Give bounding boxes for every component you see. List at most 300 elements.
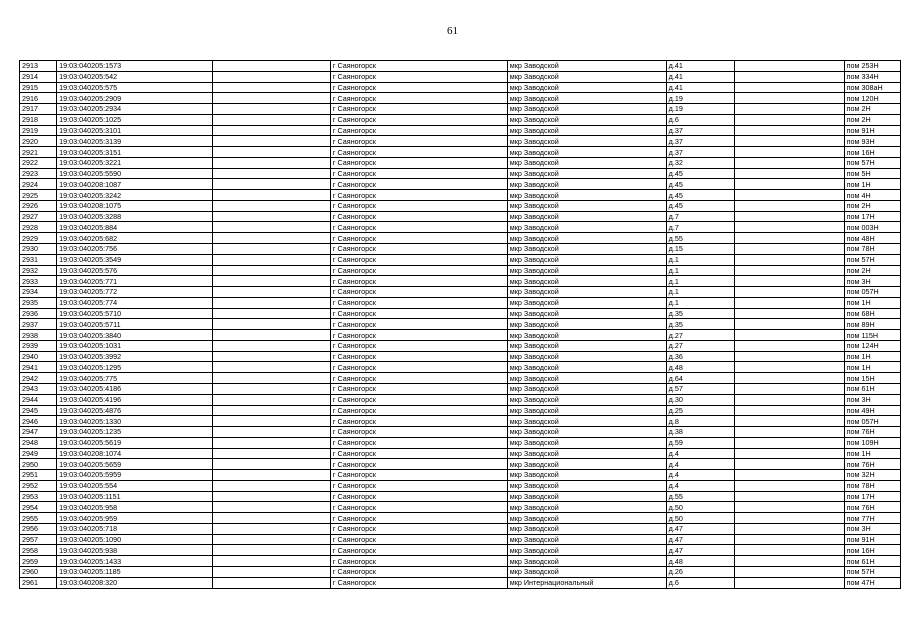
room-cell: пом 78Н xyxy=(844,244,900,255)
row-number-cell: 2951 xyxy=(20,470,57,481)
city-cell: г Саяногорск xyxy=(330,297,507,308)
blank-cell-2 xyxy=(735,502,844,513)
blank-cell xyxy=(212,244,330,255)
cadastral-number-cell: 19:03:040205:554 xyxy=(57,480,212,491)
blank-cell-2 xyxy=(735,523,844,534)
cadastral-number-cell: 19:03:040205:775 xyxy=(57,373,212,384)
building-cell: д.6 xyxy=(666,114,735,125)
building-cell: д.47 xyxy=(666,545,735,556)
room-cell: пом 4Н xyxy=(844,190,900,201)
room-cell: пом 32Н xyxy=(844,470,900,481)
district-cell: мкр Заводской xyxy=(507,200,666,211)
building-cell: д.41 xyxy=(666,82,735,93)
row-number-cell: 2944 xyxy=(20,394,57,405)
row-number-cell: 2926 xyxy=(20,200,57,211)
blank-cell-2 xyxy=(735,308,844,319)
city-cell: г Саяногорск xyxy=(330,427,507,438)
table-row xyxy=(20,416,901,427)
building-cell: д.37 xyxy=(666,147,735,158)
blank-cell xyxy=(212,513,330,524)
table-row xyxy=(20,125,901,136)
table-row xyxy=(20,448,901,459)
building-cell: д.38 xyxy=(666,427,735,438)
district-cell: мкр Заводской xyxy=(507,491,666,502)
cadastral-number-cell: 19:03:040205:3242 xyxy=(57,190,212,201)
district-cell: мкр Заводской xyxy=(507,61,666,72)
city-cell: г Саяногорск xyxy=(330,276,507,287)
room-cell: пом 61Н xyxy=(844,383,900,394)
blank-cell xyxy=(212,276,330,287)
cadastral-number-cell: 19:03:040205:2934 xyxy=(57,104,212,115)
room-cell: пом 15Н xyxy=(844,373,900,384)
cadastral-number-cell: 19:03:040205:756 xyxy=(57,244,212,255)
building-cell: д.47 xyxy=(666,534,735,545)
table-row xyxy=(20,351,901,362)
district-cell: мкр Заводской xyxy=(507,319,666,330)
row-number-cell: 2923 xyxy=(20,168,57,179)
room-cell: пом 16Н xyxy=(844,545,900,556)
building-cell: д.50 xyxy=(666,502,735,513)
blank-cell xyxy=(212,200,330,211)
building-cell: д.55 xyxy=(666,491,735,502)
blank-cell xyxy=(212,523,330,534)
blank-cell xyxy=(212,405,330,416)
building-cell: д.4 xyxy=(666,448,735,459)
blank-cell-2 xyxy=(735,222,844,233)
building-cell: д.55 xyxy=(666,233,735,244)
row-number-cell: 2947 xyxy=(20,427,57,438)
building-cell: д.1 xyxy=(666,276,735,287)
district-cell: мкр Заводской xyxy=(507,71,666,82)
cadastral-number-cell: 19:03:040205:3840 xyxy=(57,330,212,341)
room-cell: пом 48Н xyxy=(844,233,900,244)
district-cell: мкр Заводской xyxy=(507,383,666,394)
row-number-cell: 2952 xyxy=(20,480,57,491)
room-cell: пом 109Н xyxy=(844,437,900,448)
city-cell: г Саяногорск xyxy=(330,502,507,513)
district-cell: мкр Заводской xyxy=(507,244,666,255)
blank-cell-2 xyxy=(735,82,844,93)
district-cell: мкр Заводской xyxy=(507,93,666,104)
building-cell: д.26 xyxy=(666,566,735,577)
blank-cell xyxy=(212,61,330,72)
blank-cell xyxy=(212,351,330,362)
table-row xyxy=(20,523,901,534)
property-table xyxy=(19,60,901,589)
district-cell: мкр Заводской xyxy=(507,362,666,373)
row-number-cell: 2929 xyxy=(20,233,57,244)
row-number-cell: 2939 xyxy=(20,340,57,351)
blank-cell-2 xyxy=(735,470,844,481)
district-cell: мкр Заводской xyxy=(507,427,666,438)
cadastral-number-cell: 19:03:040205:682 xyxy=(57,233,212,244)
blank-cell-2 xyxy=(735,233,844,244)
city-cell: г Саяногорск xyxy=(330,157,507,168)
blank-cell xyxy=(212,362,330,373)
district-cell: мкр Заводской xyxy=(507,308,666,319)
table-row xyxy=(20,157,901,168)
cadastral-number-cell: 19:03:040205:542 xyxy=(57,71,212,82)
building-cell: д.35 xyxy=(666,319,735,330)
cadastral-number-cell: 19:03:040205:576 xyxy=(57,265,212,276)
building-cell: д.57 xyxy=(666,383,735,394)
room-cell: пом 3Н xyxy=(844,276,900,287)
blank-cell xyxy=(212,427,330,438)
table-row xyxy=(20,566,901,577)
city-cell: г Саяногорск xyxy=(330,362,507,373)
cadastral-number-cell: 19:03:040205:959 xyxy=(57,513,212,524)
building-cell: д.48 xyxy=(666,556,735,567)
blank-cell-2 xyxy=(735,211,844,222)
city-cell: г Саяногорск xyxy=(330,254,507,265)
room-cell: пом 5Н xyxy=(844,168,900,179)
table-row xyxy=(20,168,901,179)
city-cell: г Саяногорск xyxy=(330,448,507,459)
district-cell: мкр Заводской xyxy=(507,373,666,384)
blank-cell xyxy=(212,502,330,513)
cadastral-number-cell: 19:03:040205:5590 xyxy=(57,168,212,179)
blank-cell-2 xyxy=(735,351,844,362)
city-cell: г Саяногорск xyxy=(330,437,507,448)
table-row xyxy=(20,340,901,351)
blank-cell-2 xyxy=(735,297,844,308)
building-cell: д.4 xyxy=(666,470,735,481)
room-cell: пом 2Н xyxy=(844,104,900,115)
city-cell: г Саяногорск xyxy=(330,373,507,384)
district-cell: мкр Заводской xyxy=(507,470,666,481)
table-row xyxy=(20,394,901,405)
blank-cell xyxy=(212,265,330,276)
room-cell: пом 78Н xyxy=(844,480,900,491)
blank-cell xyxy=(212,157,330,168)
blank-cell xyxy=(212,114,330,125)
blank-cell xyxy=(212,125,330,136)
building-cell: д.15 xyxy=(666,244,735,255)
blank-cell-2 xyxy=(735,265,844,276)
blank-cell-2 xyxy=(735,319,844,330)
blank-cell xyxy=(212,470,330,481)
district-cell: мкр Заводской xyxy=(507,556,666,567)
blank-cell xyxy=(212,577,330,588)
cadastral-number-cell: 19:03:040205:771 xyxy=(57,276,212,287)
city-cell: г Саяногорск xyxy=(330,545,507,556)
row-number-cell: 2948 xyxy=(20,437,57,448)
city-cell: г Саяногорск xyxy=(330,534,507,545)
district-cell: мкр Заводской xyxy=(507,222,666,233)
room-cell: пом 76Н xyxy=(844,459,900,470)
room-cell: пом 1Н xyxy=(844,448,900,459)
cadastral-number-cell: 19:03:040205:938 xyxy=(57,545,212,556)
table-row xyxy=(20,265,901,276)
blank-cell xyxy=(212,287,330,298)
table-row xyxy=(20,71,901,82)
city-cell: г Саяногорск xyxy=(330,287,507,298)
cadastral-number-cell: 19:03:040205:1151 xyxy=(57,491,212,502)
table-row xyxy=(20,61,901,72)
cadastral-number-cell: 19:03:040205:884 xyxy=(57,222,212,233)
city-cell: г Саяногорск xyxy=(330,104,507,115)
row-number-cell: 2936 xyxy=(20,308,57,319)
table-row xyxy=(20,534,901,545)
district-cell: мкр Заводской xyxy=(507,114,666,125)
room-cell: пом 61Н xyxy=(844,556,900,567)
table-row xyxy=(20,244,901,255)
cadastral-number-cell: 19:03:040208:320 xyxy=(57,577,212,588)
cadastral-number-cell: 19:03:040205:575 xyxy=(57,82,212,93)
table-row xyxy=(20,222,901,233)
table-row xyxy=(20,211,901,222)
city-cell: г Саяногорск xyxy=(330,416,507,427)
blank-cell xyxy=(212,222,330,233)
blank-cell xyxy=(212,190,330,201)
cadastral-number-cell: 19:03:040205:1573 xyxy=(57,61,212,72)
city-cell: г Саяногорск xyxy=(330,125,507,136)
blank-cell xyxy=(212,93,330,104)
district-cell: мкр Заводской xyxy=(507,190,666,201)
blank-cell-2 xyxy=(735,61,844,72)
row-number-cell: 2916 xyxy=(20,93,57,104)
cadastral-number-cell: 19:03:040205:5959 xyxy=(57,470,212,481)
cadastral-number-cell: 19:03:040205:1090 xyxy=(57,534,212,545)
blank-cell-2 xyxy=(735,168,844,179)
blank-cell xyxy=(212,308,330,319)
cadastral-number-cell: 19:03:040205:772 xyxy=(57,287,212,298)
district-cell: мкр Заводской xyxy=(507,437,666,448)
table-row xyxy=(20,362,901,373)
row-number-cell: 2958 xyxy=(20,545,57,556)
building-cell: д.37 xyxy=(666,125,735,136)
table-row xyxy=(20,373,901,384)
blank-cell xyxy=(212,179,330,190)
district-cell: мкр Заводской xyxy=(507,534,666,545)
blank-cell-2 xyxy=(735,244,844,255)
blank-cell-2 xyxy=(735,534,844,545)
building-cell: д.41 xyxy=(666,71,735,82)
table-row xyxy=(20,147,901,158)
row-number-cell: 2933 xyxy=(20,276,57,287)
blank-cell xyxy=(212,136,330,147)
blank-cell-2 xyxy=(735,179,844,190)
cadastral-number-cell: 19:03:040205:5619 xyxy=(57,437,212,448)
room-cell: пом 91Н xyxy=(844,534,900,545)
room-cell: пом 3Н xyxy=(844,394,900,405)
blank-cell-2 xyxy=(735,491,844,502)
row-number-cell: 2941 xyxy=(20,362,57,373)
room-cell: пом 1Н xyxy=(844,362,900,373)
table-row xyxy=(20,577,901,588)
table-row xyxy=(20,104,901,115)
room-cell: пом 57Н xyxy=(844,157,900,168)
cadastral-number-cell: 19:03:040205:3288 xyxy=(57,211,212,222)
blank-cell xyxy=(212,556,330,567)
district-cell: мкр Заводской xyxy=(507,545,666,556)
table-row xyxy=(20,82,901,93)
table-row xyxy=(20,437,901,448)
row-number-cell: 2927 xyxy=(20,211,57,222)
table-row xyxy=(20,470,901,481)
city-cell: г Саяногорск xyxy=(330,82,507,93)
table-row xyxy=(20,297,901,308)
building-cell: д.7 xyxy=(666,211,735,222)
building-cell: д.6 xyxy=(666,577,735,588)
district-cell: мкр Заводской xyxy=(507,179,666,190)
blank-cell-2 xyxy=(735,383,844,394)
building-cell: д.1 xyxy=(666,297,735,308)
room-cell: пом 120Н xyxy=(844,93,900,104)
table-row xyxy=(20,136,901,147)
blank-cell xyxy=(212,104,330,115)
building-cell: д.59 xyxy=(666,437,735,448)
blank-cell xyxy=(212,330,330,341)
room-cell: пом 057Н xyxy=(844,416,900,427)
district-cell: мкр Заводской xyxy=(507,448,666,459)
blank-cell xyxy=(212,383,330,394)
district-cell: мкр Заводской xyxy=(507,394,666,405)
table-row xyxy=(20,480,901,491)
building-cell: д.48 xyxy=(666,362,735,373)
room-cell: пом 1Н xyxy=(844,179,900,190)
blank-cell xyxy=(212,394,330,405)
cadastral-number-cell: 19:03:040205:2909 xyxy=(57,93,212,104)
city-cell: г Саяногорск xyxy=(330,470,507,481)
blank-cell-2 xyxy=(735,362,844,373)
table-row xyxy=(20,179,901,190)
blank-cell-2 xyxy=(735,147,844,158)
table-row xyxy=(20,114,901,125)
cadastral-number-cell: 19:03:040205:5659 xyxy=(57,459,212,470)
building-cell: д.1 xyxy=(666,254,735,265)
row-number-cell: 2942 xyxy=(20,373,57,384)
city-cell: г Саяногорск xyxy=(330,394,507,405)
table-row xyxy=(20,427,901,438)
city-cell: г Саяногорск xyxy=(330,233,507,244)
blank-cell-2 xyxy=(735,545,844,556)
blank-cell-2 xyxy=(735,480,844,491)
district-cell: мкр Заводской xyxy=(507,351,666,362)
room-cell: пом 2Н xyxy=(844,114,900,125)
row-number-cell: 2960 xyxy=(20,566,57,577)
cadastral-number-cell: 19:03:040205:1433 xyxy=(57,556,212,567)
cadastral-number-cell: 19:03:040205:3221 xyxy=(57,157,212,168)
row-number-cell: 2956 xyxy=(20,523,57,534)
city-cell: г Саяногорск xyxy=(330,265,507,276)
city-cell: г Саяногорск xyxy=(330,351,507,362)
row-number-cell: 2959 xyxy=(20,556,57,567)
blank-cell-2 xyxy=(735,340,844,351)
blank-cell-2 xyxy=(735,405,844,416)
blank-cell xyxy=(212,147,330,158)
blank-cell xyxy=(212,211,330,222)
blank-cell xyxy=(212,491,330,502)
row-number-cell: 2938 xyxy=(20,330,57,341)
building-cell: д.45 xyxy=(666,190,735,201)
row-number-cell: 2934 xyxy=(20,287,57,298)
cadastral-number-cell: 19:03:040205:4186 xyxy=(57,383,212,394)
row-number-cell: 2913 xyxy=(20,61,57,72)
room-cell: пом 77Н xyxy=(844,513,900,524)
row-number-cell: 2945 xyxy=(20,405,57,416)
blank-cell-2 xyxy=(735,566,844,577)
district-cell: мкр Заводской xyxy=(507,405,666,416)
city-cell: г Саяногорск xyxy=(330,168,507,179)
blank-cell-2 xyxy=(735,394,844,405)
row-number-cell: 2914 xyxy=(20,71,57,82)
blank-cell xyxy=(212,545,330,556)
page-number: 61 xyxy=(447,25,458,37)
row-number-cell: 2950 xyxy=(20,459,57,470)
room-cell: пом 16Н xyxy=(844,147,900,158)
cadastral-number-cell: 19:03:040205:3101 xyxy=(57,125,212,136)
district-cell: мкр Заводской xyxy=(507,276,666,287)
building-cell: д.37 xyxy=(666,136,735,147)
row-number-cell: 2957 xyxy=(20,534,57,545)
blank-cell-2 xyxy=(735,125,844,136)
district-cell: мкр Заводской xyxy=(507,297,666,308)
building-cell: д.45 xyxy=(666,179,735,190)
blank-cell xyxy=(212,340,330,351)
blank-cell-2 xyxy=(735,276,844,287)
city-cell: г Саяногорск xyxy=(330,523,507,534)
district-cell: мкр Заводской xyxy=(507,233,666,244)
cadastral-number-cell: 19:03:040205:4876 xyxy=(57,405,212,416)
blank-cell-2 xyxy=(735,157,844,168)
room-cell: пом 49Н xyxy=(844,405,900,416)
district-cell: мкр Заводской xyxy=(507,502,666,513)
cadastral-number-cell: 19:03:040205:958 xyxy=(57,502,212,513)
table-row xyxy=(20,502,901,513)
table-row xyxy=(20,319,901,330)
blank-cell-2 xyxy=(735,200,844,211)
district-cell: мкр Заводской xyxy=(507,254,666,265)
blank-cell-2 xyxy=(735,427,844,438)
blank-cell xyxy=(212,373,330,384)
row-number-cell: 2922 xyxy=(20,157,57,168)
table-row xyxy=(20,383,901,394)
blank-cell-2 xyxy=(735,136,844,147)
table-row xyxy=(20,190,901,201)
city-cell: г Саяногорск xyxy=(330,222,507,233)
blank-cell-2 xyxy=(735,577,844,588)
table-row xyxy=(20,200,901,211)
building-cell: д.19 xyxy=(666,104,735,115)
room-cell: пом 89Н xyxy=(844,319,900,330)
blank-cell xyxy=(212,459,330,470)
cadastral-number-cell: 19:03:040205:3992 xyxy=(57,351,212,362)
room-cell: пом 124Н xyxy=(844,340,900,351)
room-cell: пом 93Н xyxy=(844,136,900,147)
building-cell: д.32 xyxy=(666,157,735,168)
room-cell: пом 57Н xyxy=(844,566,900,577)
room-cell: пом 2Н xyxy=(844,200,900,211)
district-cell: мкр Заводской xyxy=(507,340,666,351)
room-cell: пом 17Н xyxy=(844,211,900,222)
building-cell: д.1 xyxy=(666,265,735,276)
room-cell: пом 1Н xyxy=(844,297,900,308)
city-cell: г Саяногорск xyxy=(330,405,507,416)
blank-cell-2 xyxy=(735,287,844,298)
blank-cell-2 xyxy=(735,513,844,524)
building-cell: д.27 xyxy=(666,330,735,341)
row-number-cell: 2918 xyxy=(20,114,57,125)
blank-cell-2 xyxy=(735,71,844,82)
cadastral-number-cell: 19:03:040205:774 xyxy=(57,297,212,308)
cadastral-number-cell: 19:03:040205:4196 xyxy=(57,394,212,405)
district-cell: мкр Заводской xyxy=(507,416,666,427)
row-number-cell: 2954 xyxy=(20,502,57,513)
row-number-cell: 2943 xyxy=(20,383,57,394)
table-row xyxy=(20,308,901,319)
table-row xyxy=(20,276,901,287)
